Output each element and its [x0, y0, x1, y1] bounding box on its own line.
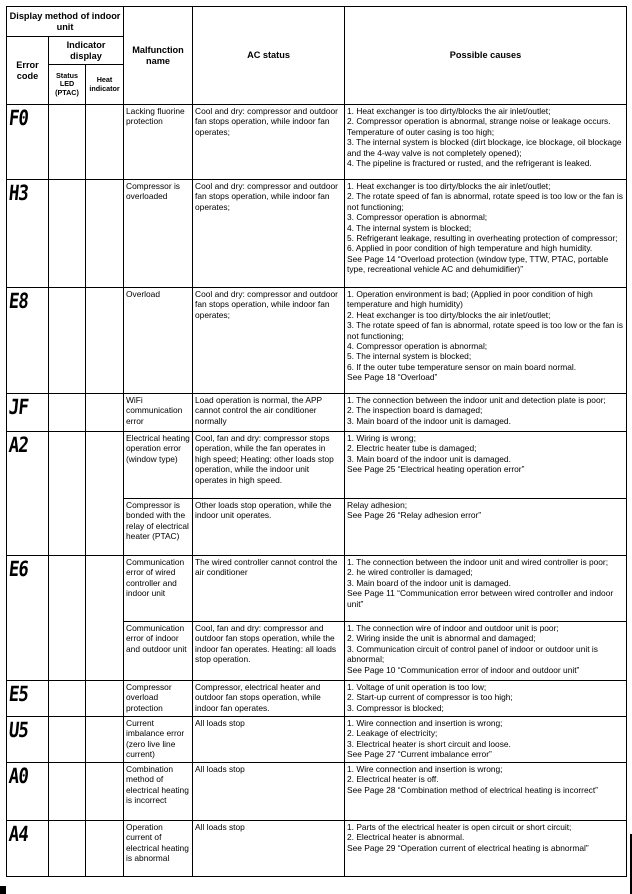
heat-indicator-cell: [86, 288, 124, 394]
table-row: [7, 821, 627, 877]
cause-line: 1. Wiring is wrong;: [347, 433, 416, 443]
status-led-cell: [49, 717, 86, 763]
error-code: F0: [7, 106, 30, 130]
possible-causes: [345, 681, 627, 717]
error-code-table: [6, 6, 627, 877]
cause-line: 2. Compressor operation is abnormal, strange noise or leakage occurs. Temperature of outer casing is too high;: [347, 116, 611, 137]
ac-status: Compressor, electrical heater and outdoor fan stops operation, while indoor fan operates.: [193, 681, 345, 717]
table-row: [7, 288, 627, 394]
status-led-header: Status LED (PTAC): [49, 65, 86, 105]
cause-line: See Page 28 “Combination method of electrical heating is incorrect”: [347, 784, 598, 795]
cause-line: 2. Leakage of electricity;: [347, 728, 438, 739]
ac-status: Cool and dry: compressor and outdoor fan stops operation, while indoor fan operates;: [193, 288, 345, 394]
possible-causes: [345, 180, 627, 288]
cause-line: 4. The internal system is blocked;: [347, 222, 472, 233]
cause-line: 6. If the outer tube temperature sensor on main board normal.: [347, 361, 577, 372]
status-led-cell: [49, 394, 86, 432]
malfunction-name: Combination method of electrical heating is incorrect: [124, 763, 193, 821]
cause-line: 2. Start-up current of compressor is too high;: [347, 692, 513, 703]
cause-line: See Page 27 “Current imbalance error”: [347, 749, 492, 760]
cause-line: 2. Heat exchanger is too dirty/blocks the air inlet/outlet;: [347, 309, 551, 320]
error-code: E5: [7, 682, 30, 706]
error-code: E6: [7, 557, 30, 581]
error-code-cell: [7, 717, 49, 763]
cause-line: 1. Parts of the electrical heater is open circuit or short circuit;: [347, 822, 572, 832]
error-code: A0: [7, 764, 30, 788]
cause-line: 1. The connection wire of indoor and outdoor unit is poor;: [347, 623, 559, 633]
status-led-cell: [49, 105, 86, 180]
malfunction-name: Compressor is bonded with the relay of electrical heater (PTAC): [124, 499, 193, 556]
heat-indicator-header: Heat indicator: [86, 65, 124, 105]
cause-line: 1. Voltage of unit operation is too low;: [347, 682, 487, 692]
table-row: [7, 180, 627, 288]
cause-line: 5. The internal system is blocked;: [347, 351, 472, 362]
cause-line: 2. he wired controller is damaged;: [347, 567, 473, 578]
possible-causes: [345, 432, 627, 499]
malfunction-name: WiFi communication error: [124, 394, 193, 432]
cause-line: 1. The connection between the indoor unit and wired controller is poor;: [347, 557, 609, 567]
heat-indicator-cell: [86, 394, 124, 432]
cause-line: 2. The inspection board is damaged;: [347, 405, 483, 416]
status-led-cell: [49, 288, 86, 394]
cause-line: 3. Compressor operation is abnormal;: [347, 212, 488, 223]
ac-status: Cool and dry: compressor and outdoor fan stops operation, while indoor fan operates;: [193, 180, 345, 288]
possible-causes: [345, 288, 627, 394]
table-row: [7, 717, 627, 763]
heat-indicator-cell: [86, 681, 124, 717]
error-code-cell: [7, 432, 49, 556]
heat-indicator-cell: [86, 180, 124, 288]
cause-line: See Page 10 “Communication error of indoor and outdoor unit”: [347, 664, 580, 675]
error-code-cell: [7, 394, 49, 432]
ac-status: Cool, fan and dry: compressor and outdoor fan stops operation, while the indoor fan operates. Heating: all loads stop operation.: [193, 622, 345, 681]
error-code: JF: [7, 395, 30, 419]
ac-status: All loads stop: [193, 763, 345, 821]
cause-line: 3. Main board of the indoor unit is damaged.: [347, 577, 511, 588]
cause-line: See Page 26 “Relay adhesion error”: [347, 510, 482, 521]
cause-line: 4. Compressor operation is abnormal;: [347, 341, 488, 352]
cause-line: 3. Compressor is blocked;: [347, 702, 444, 713]
table-row: [7, 432, 627, 499]
ac-status: Cool, fan and dry: compressor stops operation, while the fan operates in high speed; Heating: other loads stop operation, while the indoor unit operates in high speed.: [193, 432, 345, 499]
malfunction-name: Lacking fluorine protection: [124, 105, 193, 180]
cause-line: 2. Electrical heater is off.: [347, 774, 439, 785]
cause-line: See Page 29 “Operation current of electrical heating is abnormal”: [347, 842, 589, 853]
error-code-cell: [7, 288, 49, 394]
ac-status-header: AC status: [193, 7, 345, 105]
error-code: H3: [7, 181, 30, 205]
cause-line: 4. The pipeline is fractured or rusted, and the refrigerant is leaked.: [347, 158, 592, 169]
malfunction-name: Overload: [124, 288, 193, 394]
error-code-cell: [7, 556, 49, 681]
table-row: [7, 105, 627, 180]
ac-status: Other loads stop operation, while the indoor unit operates.: [193, 499, 345, 556]
possible-causes: [345, 394, 627, 432]
status-led-cell: [49, 180, 86, 288]
error-code: U5: [7, 718, 30, 742]
cause-line: 1. The connection between the indoor unit and detection plate is poor;: [347, 395, 606, 405]
error-code-cell: [7, 681, 49, 717]
cause-line: 2. Wiring inside the unit is abnormal and damaged;: [347, 633, 536, 644]
error-code: A2: [7, 433, 30, 457]
heat-indicator-cell: [86, 763, 124, 821]
cause-line: 2. Electric heater tube is damaged;: [347, 443, 477, 454]
error-code-cell: [7, 105, 49, 180]
cause-line: 1. Operation environment is bad; (Applied in poor condition of high temperature and high humidity): [347, 289, 593, 310]
cause-line: 2. The rotate speed of fan is abnormal, rotate speed is too low or the fan is not functioning;: [347, 191, 623, 212]
malfunction-name: Current imbalance error (zero live line current): [124, 717, 193, 763]
malfunction-name: Electrical heating operation error (window type): [124, 432, 193, 499]
heat-indicator-cell: [86, 717, 124, 763]
status-led-cell: [49, 763, 86, 821]
ac-status: All loads stop: [193, 717, 345, 763]
status-led-cell: [49, 821, 86, 877]
page-edge-mark: [0, 886, 6, 894]
indicator-display-header: Indicator display: [49, 37, 124, 65]
error-code-cell: [7, 180, 49, 288]
cause-line: 6. Applied in poor condition of high temperature and high humidity.: [347, 243, 593, 254]
possible-causes-header: Possible causes: [345, 7, 627, 105]
error-code: A4: [7, 822, 30, 846]
cause-line: 3. Electrical heater is short circuit and loose.: [347, 738, 511, 749]
table-row: [7, 556, 627, 622]
cause-line: See Page 25 “Electrical heating operation error”: [347, 464, 525, 475]
malfunction-name-header: Malfunction name: [124, 7, 193, 105]
ac-status: Load operation is normal, the APP cannot control the air conditioner normally: [193, 394, 345, 432]
possible-causes: [345, 556, 627, 622]
heat-indicator-cell: [86, 821, 124, 877]
cause-line: Relay adhesion;: [347, 500, 408, 510]
status-led-cell: [49, 681, 86, 717]
possible-causes: [345, 622, 627, 681]
table-row: [7, 394, 627, 432]
status-led-cell: [49, 556, 86, 681]
error-code: E8: [7, 289, 30, 313]
possible-causes: [345, 821, 627, 877]
error-code-header: Error code: [7, 37, 49, 105]
cause-line: 3. The internal system is blocked (dirt blockage, ice blockage, oil blockage and the 4-way valve is not completely opened);: [347, 137, 622, 158]
cause-line: See Page 14 “Overload protection (window type, TTW, PTAC, portable type, recreational vehicle AC and dehumidifier)”: [347, 253, 609, 275]
malfunction-name: Compressor is overloaded: [124, 180, 193, 288]
cause-line: 1. Wire connection and insertion is wrong;: [347, 764, 503, 774]
cause-line: 3. Main board of the indoor unit is damaged.: [347, 453, 511, 464]
heat-indicator-cell: [86, 556, 124, 681]
possible-causes: [345, 499, 627, 556]
cause-line: See Page 18 “Overload”: [347, 372, 438, 383]
possible-causes: [345, 105, 627, 180]
possible-causes: [345, 763, 627, 821]
error-code-cell: [7, 821, 49, 877]
table-row: [7, 681, 627, 717]
cause-line: 3. The rotate speed of fan is abnormal, rotate speed is too low or the fan is not functioning;: [347, 320, 623, 341]
cause-line: 2. Electrical heater is abnormal.: [347, 832, 465, 843]
display-method-header: Display method of indoor unit: [7, 7, 124, 37]
cause-line: 5. Refrigerant leakage, resulting in overheating protection of compressor;: [347, 233, 618, 244]
cause-line: 1. Heat exchanger is too dirty/blocks the air inlet/outlet;: [347, 181, 551, 191]
cause-line: 1. Heat exchanger is too dirty/blocks the air inlet/outlet;: [347, 106, 551, 116]
malfunction-name: Communication error of indoor and outdoor unit: [124, 622, 193, 681]
cause-line: 3. Communication circuit of control panel of indoor or outdoor unit is abnormal;: [347, 643, 598, 665]
cause-line: See Page 11 “Communication error between wired controller and indoor unit”: [347, 588, 614, 609]
heat-indicator-cell: [86, 105, 124, 180]
ac-status: Cool and dry: compressor and outdoor fan stops operation, while indoor fan operates;: [193, 105, 345, 180]
cause-line: 3. Main board of the indoor unit is damaged.: [347, 415, 511, 426]
malfunction-name: Operation current of electrical heating is abnormal: [124, 821, 193, 877]
cause-line: 1. Wire connection and insertion is wrong;: [347, 718, 503, 728]
error-code-cell: [7, 763, 49, 821]
malfunction-name: Communication error of wired controller and indoor unit: [124, 556, 193, 622]
possible-causes: [345, 717, 627, 763]
heat-indicator-cell: [86, 432, 124, 556]
ac-status: All loads stop: [193, 821, 345, 877]
status-led-cell: [49, 432, 86, 556]
malfunction-name: Compressor overload protection: [124, 681, 193, 717]
table-row: [7, 763, 627, 821]
ac-status: The wired controller cannot control the air conditioner: [193, 556, 345, 622]
